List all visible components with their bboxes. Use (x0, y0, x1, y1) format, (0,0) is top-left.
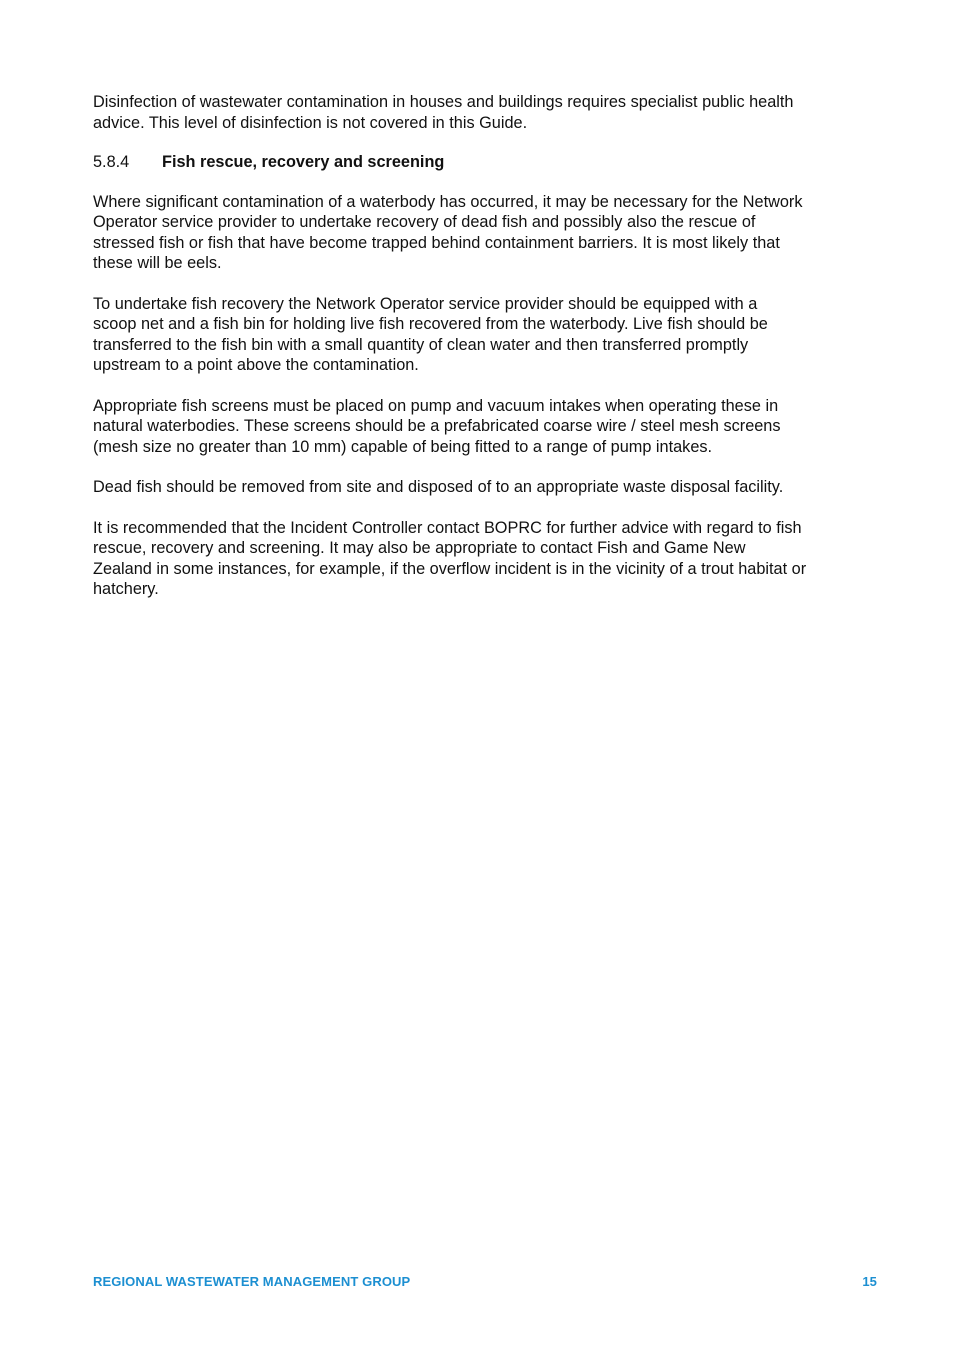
footer-organization: REGIONAL WASTEWATER MANAGEMENT GROUP (93, 1274, 411, 1289)
paragraph-line: stressed fish or fish that have become trapped behind containment barriers. It is most likely that (93, 233, 780, 252)
intro-paragraph (93, 92, 893, 133)
paragraph-line: Appropriate fish screens must be placed on pump and vacuum intakes when operating these in (93, 396, 779, 415)
paragraph-line: Disinfection of wastewater contamination in houses and buildings requires specialist public health (93, 93, 794, 111)
paragraph-line: To undertake fish recovery the Network Operator service provider should be equipped with a (93, 294, 758, 313)
paragraph-line: hatchery. (93, 580, 159, 598)
paragraph-dead-fish-disposal (93, 477, 893, 498)
section-number: 5.8.4 (93, 153, 130, 171)
paragraph-fish-recovery-need (93, 192, 893, 274)
paragraph-line: It is recommended that the Incident Controller contact BOPRC for further advice with regard to fish (93, 518, 802, 537)
paragraph-line: (mesh size no greater than 10 mm) capable of being fitted to a range of pump intakes. (93, 437, 713, 456)
paragraph-line: transferred to the fish bin with a small quantity of clean water and then transferred promptly (93, 335, 749, 354)
section-heading (93, 152, 893, 173)
paragraph-line: Dead fish should be removed from site and disposed of to an appropriate waste disposal facility. (93, 478, 784, 496)
paragraph-line: Zealand in some instances, for example, if the overflow incident is in the vicinity of a trout habitat or (93, 559, 807, 578)
paragraph-line: Where significant contamination of a waterbody has occurred, it may be necessary for the Network (93, 192, 803, 211)
paragraph-fish-recovery-equipment (93, 294, 893, 376)
paragraph-line: Operator service provider to undertake recovery of dead fish and possibly also the rescue of (93, 213, 756, 231)
paragraph-further-advice (93, 518, 893, 600)
paragraph-line: these will be eels. (93, 254, 222, 272)
page-footer (93, 1274, 877, 1289)
paragraph-fish-screens (93, 396, 893, 458)
section-title: Fish rescue, recovery and screening (162, 153, 445, 171)
paragraph-line: rescue, recovery and screening. It may also be appropriate to contact Fish and Game New (93, 539, 746, 557)
paragraph-line: advice. This level of disinfection is not covered in this Guide. (93, 113, 528, 132)
paragraph-line: upstream to a point above the contamination. (93, 356, 419, 374)
document-body (93, 92, 893, 600)
paragraph-line: scoop net and a fish bin for holding live fish recovered from the waterbody. Live fish should be (93, 315, 768, 333)
page-number: 15 (862, 1274, 877, 1289)
paragraph-line: natural waterbodies. These screens should be a prefabricated coarse wire / steel mesh screens (93, 417, 781, 435)
